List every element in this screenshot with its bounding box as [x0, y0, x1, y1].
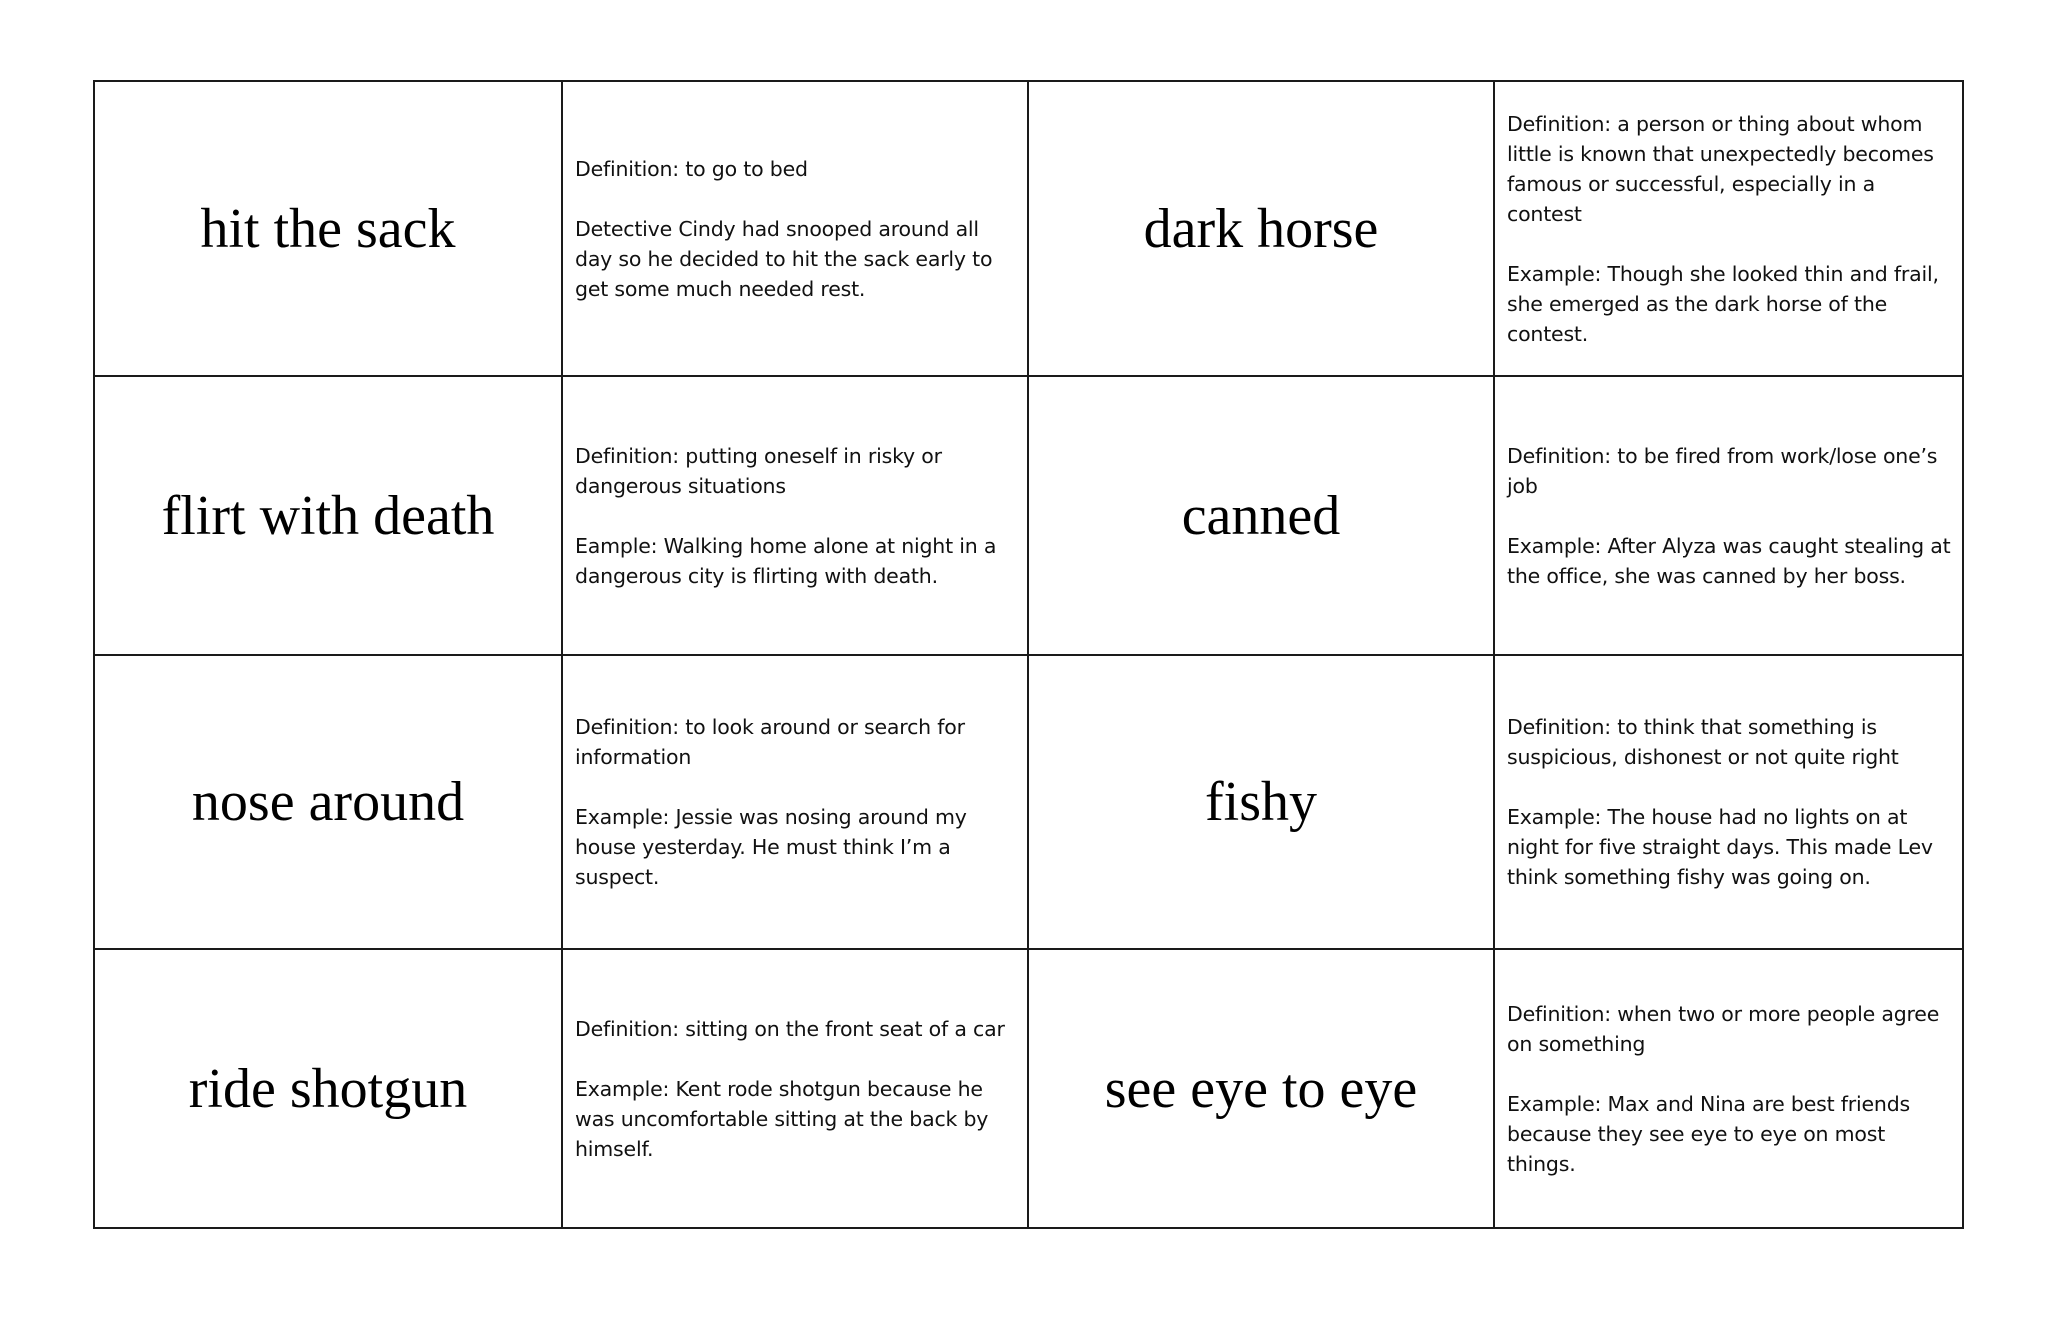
idiom-definition-cell: [562, 81, 1028, 376]
idiom-term-cell: hit the sack: [94, 81, 562, 376]
definition-text: Definition: when two or more people agree on something: [1507, 1001, 1940, 1056]
example-text: Example: Jessie was nosing around my house yesterday. He must think I’m a suspect.: [575, 805, 967, 889]
idiom-term-cell: see eye to eye: [1028, 949, 1494, 1228]
definition-text: Definition: a person or thing about whom little is known that unexpectedly becomes famous or successful, especially in a contest: [1507, 111, 1934, 226]
example-text: Example: Kent rode shotgun because he was uncomfortable sitting at the back by himself.: [575, 1076, 989, 1161]
definition-text: Definition: to be fired from work/lose one’s job: [1507, 443, 1938, 498]
example-text: Detective Cindy had snooped around all day so he decided to hit the sack early to get some much needed rest.: [575, 216, 993, 301]
definition-text: Definition: to look around or search for information: [575, 715, 965, 769]
idiom-definition-cell: [562, 949, 1028, 1228]
idiom-definition-cell: [562, 376, 1028, 655]
example-text: Example: The house had no lights on at night for five straight days. This made Lev think something fishy was going on.: [1507, 805, 1933, 889]
idiom-definition-cell: [1494, 655, 1963, 949]
idiom-definition-cell: [1494, 376, 1963, 655]
definition-text: Definition: sitting on the front seat of a car: [575, 1016, 1005, 1041]
idiom-term-cell: fishy: [1028, 655, 1494, 949]
example-text: Example: Though she looked thin and frail, she emerged as the dark horse of the contest.: [1507, 261, 1939, 346]
example-text: Eample: Walking home alone at night in a dangerous city is flirting with death.: [575, 533, 997, 588]
idiom-definition-cell: [1494, 81, 1963, 376]
card-row: [94, 376, 1963, 655]
definition-text: Definition: to go to bed: [575, 156, 808, 181]
example-text: Example: After Alyza was caught stealing at the office, she was canned by her boss.: [1507, 533, 1951, 588]
idiom-card-grid: [93, 80, 1964, 1229]
idiom-term-cell: dark horse: [1028, 81, 1494, 376]
idiom-definition-cell: [1494, 949, 1963, 1228]
idiom-term-cell: nose around: [94, 655, 562, 949]
idiom-definition-cell: [562, 655, 1028, 949]
card-row: [94, 655, 1963, 949]
card-row: [94, 81, 1963, 376]
idiom-term-cell: flirt with death: [94, 376, 562, 655]
idiom-term-cell: ride shotgun: [94, 949, 562, 1228]
card-row: [94, 949, 1963, 1228]
definition-text: Definition: to think that something is suspicious, dishonest or not quite right: [1507, 715, 1899, 769]
definition-text: Definition: putting oneself in risky or dangerous situations: [575, 443, 942, 498]
idiom-term-cell: canned: [1028, 376, 1494, 655]
example-text: Example: Max and Nina are best friends because they see eye to eye on most things.: [1507, 1091, 1911, 1176]
